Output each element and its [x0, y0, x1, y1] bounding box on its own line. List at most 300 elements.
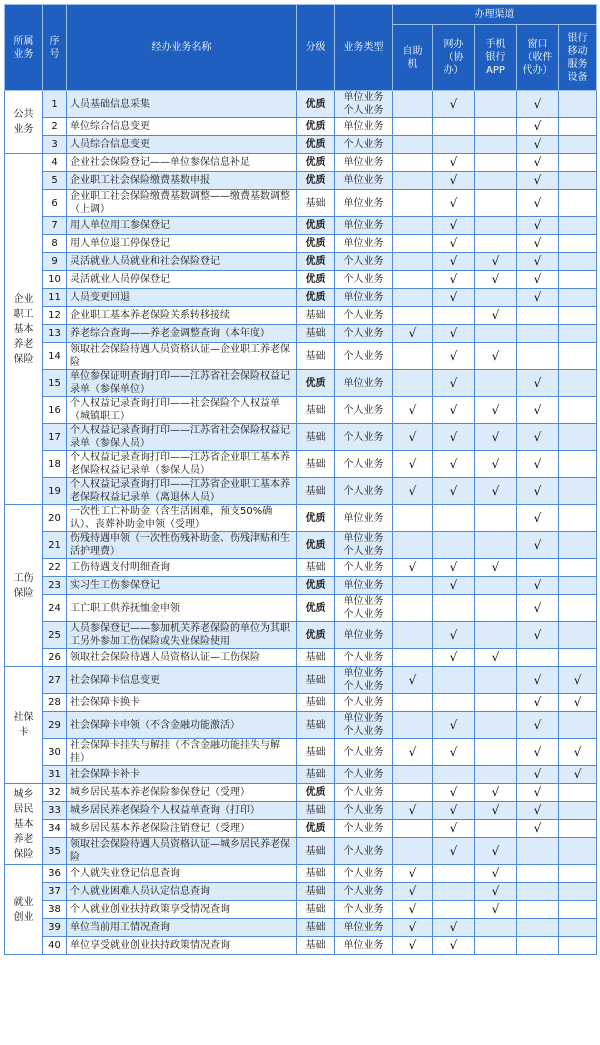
business-name-cell: 工亡职工供养抚恤金申领	[67, 595, 297, 622]
business-type-cell: 单位业务	[335, 937, 393, 955]
check-icon: √	[449, 920, 458, 934]
check-icon: √	[533, 218, 542, 232]
business-type-cell: 单位业务	[335, 622, 393, 649]
business-name-cell: 企业职工社会保险缴费基数申报	[67, 172, 297, 190]
check-icon: √	[533, 456, 542, 471]
level-cell: 优质	[297, 784, 335, 802]
channel-mobile-app-cell	[475, 190, 517, 217]
check-icon: √	[533, 483, 542, 498]
business-name-cell: 社会保障卡申领（不含金融功能激活）	[67, 712, 297, 739]
check-icon: √	[491, 348, 500, 363]
channel-window-cell	[517, 667, 559, 694]
seq-cell: 34	[43, 820, 67, 838]
level-cell: 基础	[297, 802, 335, 820]
check-icon: √	[449, 821, 458, 835]
channel-bank-device-cell	[559, 532, 597, 559]
channel-window-cell	[517, 325, 559, 343]
table-row	[5, 289, 597, 307]
check-icon: √	[491, 429, 500, 444]
seq-cell: 18	[43, 451, 67, 478]
check-icon: √	[449, 429, 458, 444]
channel-mobile-app-cell	[475, 919, 517, 937]
col-header-channel-window: 窗口 （收件 代办）	[517, 25, 559, 91]
channel-window-cell	[517, 172, 559, 190]
channel-window-cell	[517, 136, 559, 154]
table-row	[5, 802, 597, 820]
level-cell: 优质	[297, 235, 335, 253]
check-icon: √	[491, 560, 500, 574]
channel-window-cell	[517, 766, 559, 784]
table-row	[5, 901, 597, 919]
check-icon: √	[408, 938, 417, 952]
category-cell: 工伤 保险	[5, 505, 43, 667]
check-icon: √	[533, 402, 542, 417]
table-row	[5, 307, 597, 325]
channel-bank-device-cell	[559, 370, 597, 397]
channel-bank-device-cell	[559, 289, 597, 307]
channel-online-cell	[433, 190, 475, 217]
channel-online-cell	[433, 505, 475, 532]
channel-kiosk-cell	[393, 397, 433, 424]
table-row	[5, 595, 597, 622]
channel-kiosk-cell	[393, 343, 433, 370]
check-icon: √	[573, 695, 582, 709]
col-header-channels: 办理渠道	[393, 5, 597, 25]
check-icon: √	[449, 717, 458, 732]
business-name-cell: 社会保障卡挂失与解挂（不含金融功能挂失与解挂）	[67, 739, 297, 766]
check-icon: √	[408, 326, 417, 340]
channel-window-cell	[517, 649, 559, 667]
level-cell: 优质	[297, 289, 335, 307]
check-icon: √	[533, 195, 542, 210]
business-type-cell: 单位业务	[335, 289, 393, 307]
check-icon: √	[491, 884, 500, 898]
channel-kiosk-cell	[393, 451, 433, 478]
channel-bank-device-cell	[559, 307, 597, 325]
channel-bank-device-cell	[559, 802, 597, 820]
level-cell: 基础	[297, 190, 335, 217]
business-name-cell: 领取社会保险待遇人员资格认证—工伤保险	[67, 649, 297, 667]
level-cell: 优质	[297, 577, 335, 595]
check-icon: √	[449, 236, 458, 250]
channel-online-cell	[433, 937, 475, 955]
check-icon: √	[408, 744, 417, 759]
channel-bank-device-cell	[559, 622, 597, 649]
level-cell: 优质	[297, 91, 335, 118]
table-row	[5, 838, 597, 865]
business-type-cell: 个人业务	[335, 865, 393, 883]
channel-kiosk-cell	[393, 424, 433, 451]
channel-bank-device-cell	[559, 217, 597, 235]
channel-mobile-app-cell	[475, 397, 517, 424]
level-cell: 基础	[297, 838, 335, 865]
level-cell: 基础	[297, 343, 335, 370]
channel-kiosk-cell	[393, 325, 433, 343]
channel-kiosk-cell	[393, 865, 433, 883]
check-icon: √	[491, 402, 500, 417]
check-icon: √	[491, 254, 500, 268]
business-type-cell: 个人业务	[335, 478, 393, 505]
table-row	[5, 577, 597, 595]
seq-cell: 16	[43, 397, 67, 424]
business-type-cell: 单位业务	[335, 919, 393, 937]
channel-mobile-app-cell	[475, 838, 517, 865]
channel-kiosk-cell	[393, 253, 433, 271]
check-icon: √	[449, 578, 458, 592]
channel-kiosk-cell	[393, 172, 433, 190]
channel-bank-device-cell	[559, 739, 597, 766]
check-icon: √	[533, 803, 542, 817]
table-row	[5, 559, 597, 577]
business-type-cell: 个人业务	[335, 136, 393, 154]
channel-mobile-app-cell	[475, 901, 517, 919]
business-type-cell: 个人业务	[335, 694, 393, 712]
level-cell: 基础	[297, 667, 335, 694]
business-type-cell: 个人业务	[335, 838, 393, 865]
seq-cell: 13	[43, 325, 67, 343]
channel-online-cell	[433, 271, 475, 289]
check-icon: √	[533, 429, 542, 444]
business-name-cell: 单位参保证明查询打印——江苏省社会保险权益记录单（参保单位）	[67, 370, 297, 397]
channel-mobile-app-cell	[475, 289, 517, 307]
channel-bank-device-cell	[559, 91, 597, 118]
check-icon: √	[449, 402, 458, 417]
check-icon: √	[449, 272, 458, 286]
business-type-cell: 单位业务 个人业务	[335, 667, 393, 694]
channel-window-cell	[517, 217, 559, 235]
check-icon: √	[449, 96, 458, 111]
channel-online-cell	[433, 595, 475, 622]
business-type-cell: 单位业务 个人业务	[335, 532, 393, 559]
channel-mobile-app-cell	[475, 883, 517, 901]
channel-window-cell	[517, 577, 559, 595]
category-cell: 社保 卡	[5, 667, 43, 784]
channel-mobile-app-cell	[475, 172, 517, 190]
seq-cell: 11	[43, 289, 67, 307]
business-name-cell: 企业职工社会保险缴费基数调整——缴费基数调整（上调）	[67, 190, 297, 217]
channel-mobile-app-cell	[475, 865, 517, 883]
check-icon: √	[533, 137, 542, 151]
level-cell: 基础	[297, 424, 335, 451]
check-icon: √	[533, 119, 542, 133]
business-channels-table	[4, 4, 597, 955]
channel-bank-device-cell	[559, 766, 597, 784]
table-row	[5, 271, 597, 289]
channel-bank-device-cell	[559, 667, 597, 694]
check-icon: √	[408, 884, 417, 898]
seq-cell: 6	[43, 190, 67, 217]
check-icon: √	[408, 456, 417, 471]
business-type-cell: 个人业务	[335, 784, 393, 802]
channel-mobile-app-cell	[475, 532, 517, 559]
seq-cell: 27	[43, 667, 67, 694]
channel-window-cell	[517, 154, 559, 172]
channel-window-cell	[517, 307, 559, 325]
check-icon: √	[533, 290, 542, 304]
business-type-cell: 单位业务 个人业务	[335, 595, 393, 622]
channel-kiosk-cell	[393, 838, 433, 865]
check-icon: √	[533, 672, 542, 687]
channel-window-cell	[517, 397, 559, 424]
level-cell: 优质	[297, 217, 335, 235]
channel-mobile-app-cell	[475, 577, 517, 595]
business-name-cell: 领取社会保险待遇人员资格认证—城乡居民养老保险	[67, 838, 297, 865]
channel-mobile-app-cell	[475, 478, 517, 505]
channel-bank-device-cell	[559, 136, 597, 154]
channel-bank-device-cell	[559, 649, 597, 667]
level-cell: 基础	[297, 883, 335, 901]
check-icon: √	[408, 803, 417, 817]
channel-online-cell	[433, 622, 475, 649]
check-icon: √	[408, 402, 417, 417]
seq-cell: 2	[43, 118, 67, 136]
channel-bank-device-cell	[559, 253, 597, 271]
level-cell: 优质	[297, 136, 335, 154]
seq-cell: 26	[43, 649, 67, 667]
check-icon: √	[491, 308, 500, 322]
table-row	[5, 739, 597, 766]
channel-mobile-app-cell	[475, 451, 517, 478]
channel-online-cell	[433, 901, 475, 919]
check-icon: √	[533, 578, 542, 592]
level-cell: 优质	[297, 532, 335, 559]
channel-mobile-app-cell	[475, 325, 517, 343]
channel-bank-device-cell	[559, 784, 597, 802]
level-cell: 基础	[297, 901, 335, 919]
seq-cell: 39	[43, 919, 67, 937]
channel-bank-device-cell	[559, 577, 597, 595]
channel-kiosk-cell	[393, 937, 433, 955]
table-row	[5, 136, 597, 154]
table-row	[5, 154, 597, 172]
table-row	[5, 820, 597, 838]
seq-cell: 4	[43, 154, 67, 172]
channel-kiosk-cell	[393, 802, 433, 820]
seq-cell: 20	[43, 505, 67, 532]
table-row	[5, 478, 597, 505]
check-icon: √	[533, 767, 542, 781]
seq-cell: 40	[43, 937, 67, 955]
level-cell: 基础	[297, 478, 335, 505]
channel-bank-device-cell	[559, 325, 597, 343]
channel-online-cell	[433, 253, 475, 271]
channel-kiosk-cell	[393, 901, 433, 919]
level-cell: 优质	[297, 622, 335, 649]
business-type-cell: 单位业务	[335, 172, 393, 190]
channel-mobile-app-cell	[475, 667, 517, 694]
table-row	[5, 784, 597, 802]
check-icon: √	[491, 785, 500, 799]
level-cell: 基础	[297, 937, 335, 955]
channel-kiosk-cell	[393, 532, 433, 559]
channel-kiosk-cell	[393, 118, 433, 136]
channel-mobile-app-cell	[475, 253, 517, 271]
channel-bank-device-cell	[559, 397, 597, 424]
check-icon: √	[449, 483, 458, 498]
level-cell: 基础	[297, 307, 335, 325]
business-type-cell: 个人业务	[335, 739, 393, 766]
channel-online-cell	[433, 136, 475, 154]
check-icon: √	[533, 510, 542, 525]
table-row	[5, 622, 597, 649]
col-header-channel-online: 网办 （协 办）	[433, 25, 475, 91]
channel-mobile-app-cell	[475, 784, 517, 802]
channel-mobile-app-cell	[475, 622, 517, 649]
channel-window-cell	[517, 838, 559, 865]
business-type-cell: 单位业务 个人业务	[335, 91, 393, 118]
channel-mobile-app-cell	[475, 820, 517, 838]
table-row	[5, 325, 597, 343]
level-cell: 基础	[297, 766, 335, 784]
channel-window-cell	[517, 865, 559, 883]
channel-online-cell	[433, 154, 475, 172]
channel-online-cell	[433, 91, 475, 118]
channel-kiosk-cell	[393, 478, 433, 505]
business-type-cell: 个人业务	[335, 901, 393, 919]
business-type-cell: 个人业务	[335, 766, 393, 784]
channel-kiosk-cell	[393, 154, 433, 172]
channel-online-cell	[433, 343, 475, 370]
check-icon: √	[449, 744, 458, 759]
channel-kiosk-cell	[393, 820, 433, 838]
channel-kiosk-cell	[393, 883, 433, 901]
table-row	[5, 235, 597, 253]
check-icon: √	[408, 902, 417, 916]
check-icon: √	[491, 902, 500, 916]
channel-bank-device-cell	[559, 937, 597, 955]
level-cell: 基础	[297, 397, 335, 424]
table-row	[5, 766, 597, 784]
col-header-channel-kiosk: 自助 机	[393, 25, 433, 91]
business-name-cell: 人员参保登记——参加机关养老保险的单位为其职工另外参加工伤保险或失业保险使用	[67, 622, 297, 649]
seq-cell: 24	[43, 595, 67, 622]
business-name-cell: 企业社会保险登记——单位参保信息补足	[67, 154, 297, 172]
business-type-cell: 单位业务 个人业务	[335, 712, 393, 739]
check-icon: √	[408, 672, 417, 687]
channel-bank-device-cell	[559, 919, 597, 937]
channel-bank-device-cell	[559, 478, 597, 505]
level-cell: 优质	[297, 118, 335, 136]
seq-cell: 17	[43, 424, 67, 451]
col-header-type: 业务类型	[335, 5, 393, 91]
channel-window-cell	[517, 289, 559, 307]
channel-online-cell	[433, 397, 475, 424]
check-icon: √	[533, 744, 542, 759]
business-name-cell: 灵活就业人员就业和社会保险登记	[67, 253, 297, 271]
business-type-cell: 个人业务	[335, 253, 393, 271]
check-icon: √	[573, 767, 582, 781]
check-icon: √	[491, 650, 500, 664]
business-name-cell: 人员综合信息变更	[67, 136, 297, 154]
channel-bank-device-cell	[559, 235, 597, 253]
business-name-cell: 城乡居民养老保险个人权益单查询（打印）	[67, 802, 297, 820]
channel-window-cell	[517, 595, 559, 622]
check-icon: √	[533, 537, 542, 552]
channel-mobile-app-cell	[475, 235, 517, 253]
check-icon: √	[408, 429, 417, 444]
check-icon: √	[533, 272, 542, 286]
level-cell: 优质	[297, 154, 335, 172]
channel-window-cell	[517, 253, 559, 271]
channel-bank-device-cell	[559, 271, 597, 289]
check-icon: √	[408, 866, 417, 880]
channel-kiosk-cell	[393, 595, 433, 622]
channel-bank-device-cell	[559, 154, 597, 172]
business-name-cell: 个人权益记录查询打印——江苏省社会保险权益记录单（参保人员）	[67, 424, 297, 451]
seq-cell: 29	[43, 712, 67, 739]
seq-cell: 15	[43, 370, 67, 397]
channel-online-cell	[433, 307, 475, 325]
table-row	[5, 865, 597, 883]
business-name-cell: 用人单位用工参保登记	[67, 217, 297, 235]
business-name-cell: 灵活就业人员停保登记	[67, 271, 297, 289]
col-header-name: 经办业务名称	[67, 5, 297, 91]
business-type-cell: 个人业务	[335, 559, 393, 577]
channel-mobile-app-cell	[475, 559, 517, 577]
seq-cell: 31	[43, 766, 67, 784]
check-icon: √	[533, 236, 542, 250]
channel-kiosk-cell	[393, 577, 433, 595]
channel-mobile-app-cell	[475, 343, 517, 370]
seq-cell: 9	[43, 253, 67, 271]
col-header-level: 分级	[297, 5, 335, 91]
business-name-cell: 单位享受就业创业扶持政策情况查询	[67, 937, 297, 955]
channel-online-cell	[433, 577, 475, 595]
col-header-category: 所属 业务	[5, 5, 43, 91]
check-icon: √	[449, 195, 458, 210]
seq-cell: 14	[43, 343, 67, 370]
business-type-cell: 单位业务	[335, 118, 393, 136]
channel-mobile-app-cell	[475, 694, 517, 712]
channel-online-cell	[433, 118, 475, 136]
category-cell: 企业 职工 基本 养老 保险	[5, 154, 43, 505]
channel-online-cell	[433, 838, 475, 865]
check-icon: √	[533, 155, 542, 169]
channel-kiosk-cell	[393, 289, 433, 307]
channel-window-cell	[517, 343, 559, 370]
level-cell: 优质	[297, 172, 335, 190]
table-row	[5, 694, 597, 712]
check-icon: √	[408, 560, 417, 574]
table-row	[5, 451, 597, 478]
category-cell: 城乡 居民 基本 养老 保险	[5, 784, 43, 865]
channel-window-cell	[517, 883, 559, 901]
channel-online-cell	[433, 649, 475, 667]
seq-cell: 36	[43, 865, 67, 883]
business-name-cell: 社会保障卡换卡	[67, 694, 297, 712]
channel-online-cell	[433, 712, 475, 739]
channel-mobile-app-cell	[475, 739, 517, 766]
check-icon: √	[449, 843, 458, 858]
channel-window-cell	[517, 424, 559, 451]
channel-kiosk-cell	[393, 271, 433, 289]
channel-window-cell	[517, 937, 559, 955]
seq-cell: 10	[43, 271, 67, 289]
check-icon: √	[533, 785, 542, 799]
level-cell: 基础	[297, 739, 335, 766]
business-type-cell: 个人业务	[335, 451, 393, 478]
channel-kiosk-cell	[393, 712, 433, 739]
business-name-cell: 单位综合信息变更	[67, 118, 297, 136]
channel-window-cell	[517, 901, 559, 919]
channel-bank-device-cell	[559, 883, 597, 901]
seq-cell: 33	[43, 802, 67, 820]
table-row	[5, 532, 597, 559]
seq-cell: 23	[43, 577, 67, 595]
table-row	[5, 919, 597, 937]
check-icon: √	[449, 290, 458, 304]
channel-window-cell	[517, 370, 559, 397]
